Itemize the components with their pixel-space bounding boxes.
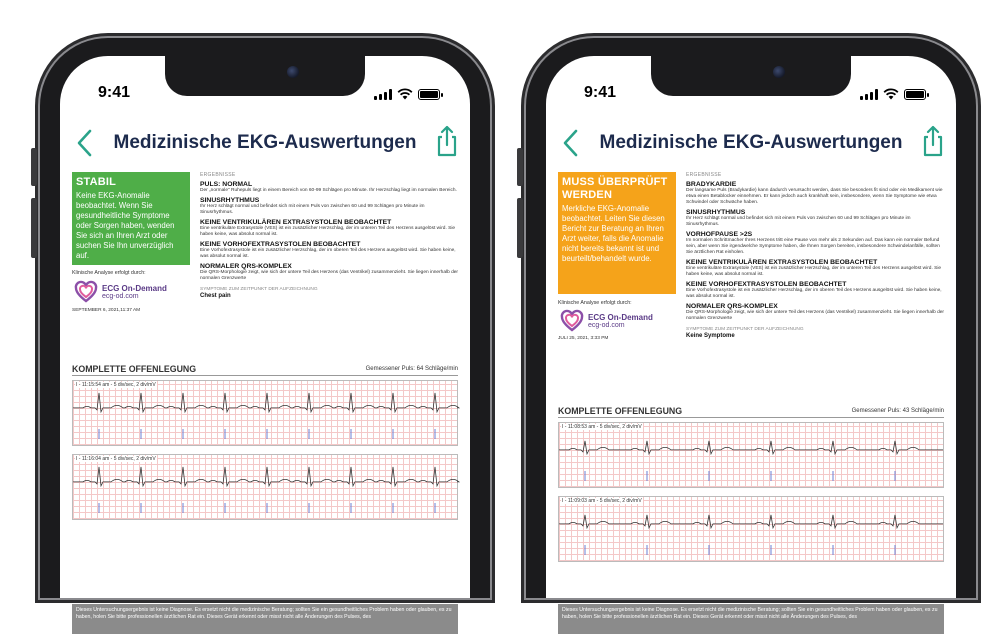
- result-item: [686, 231, 944, 256]
- results-panel: [686, 172, 944, 339]
- ecg-strip-1: [72, 380, 458, 446]
- heart-logo-icon: [560, 309, 584, 333]
- logo-url: ecg-od.com: [588, 322, 625, 329]
- status-icons: [860, 88, 926, 100]
- result-heading: KEINE VORHOFEXTRASYSTOLEN BEOBACHTET: [200, 241, 361, 248]
- status-icons: [374, 88, 440, 100]
- results-heading: ERGEBNISSE: [686, 172, 722, 178]
- battery-icon: [418, 89, 440, 100]
- result-heading: BRADYKARDIE: [686, 181, 737, 188]
- ecg-on-demand-logo: [560, 309, 653, 333]
- disclaimer: Dieses Untersuchungsergebnis ist keine Diagnose. Es ersetzt nicht die medizinische Beratung; sollten Sie ein gesundheitliches Problem haben oder glauben, es zu haben, holen Sie bitte professionellen ärztlichen Rat ein. Dieses Gerät erkennt oder misst nicht alle Änderungen des Pulses, des: [558, 604, 944, 634]
- heart-logo-icon: [74, 280, 98, 304]
- wifi-icon: [883, 88, 899, 100]
- status-bar: [60, 84, 470, 106]
- wifi-icon: [397, 88, 413, 100]
- results-panel: [200, 172, 458, 299]
- result-text: Ihr Herz schlägt normal und befindet sich mit einem Puls von zwischen 60 und 99 Schlägen pro Minute im Sinusrhythmus.: [686, 216, 911, 227]
- result-item: [686, 259, 944, 278]
- status-time: 9:41: [98, 84, 131, 101]
- disclaimer: Dieses Untersuchungsergebnis ist keine Diagnose. Es ersetzt nicht die medizinische Beratung; sollten Sie ein gesundheitliches Problem haben oder glauben, es zu haben, holen Sie bitte professionellen ärztlichen Rat ein. Dieses Gerät erkennt oder misst nicht alle Änderungen des Pulses, des: [72, 604, 458, 634]
- logo-name: ECG On-Demand: [588, 313, 653, 322]
- result-item: [686, 303, 944, 322]
- result-item: [686, 281, 944, 300]
- ecg-waveform: [559, 441, 943, 454]
- logo-name: ECG On-Demand: [102, 284, 167, 293]
- strip-label: I - 11:08:53 am - 5 div/sec, 2 div/mV: [562, 424, 642, 430]
- signal-icon: [374, 89, 392, 100]
- strip-label: I - 11:16:04 am - 5 div/sec, 2 div/mV: [76, 456, 156, 462]
- screen-left: [60, 56, 470, 620]
- result-text: Der langsame Puls (Bradykardie) kann dadurch verursacht werden, dass Sie besonders fit sind oder ein Medikament wie etwa einen Betablocker einnehmen. Er kann jedoch auch krankhaft sein, insbesondere, wenn Sie Symptome wie etwa Schwindel oder Schwäche haben.: [686, 188, 943, 205]
- badge-text: Keine EKG-Anomalie beobachtet. Wenn Sie gesundheitliche Symptome oder Sorgen haben, wenden Sie sich an Ihren Arzt oder suchen Sie Ihn unverzüglich auf.: [76, 191, 175, 260]
- badge-title: STABIL: [76, 176, 117, 188]
- measured-pulse: Gemessener Puls: 64 Schläge/min: [365, 366, 458, 372]
- share-icon[interactable]: [434, 124, 460, 158]
- result-text: Eine Vorhofextrasystole ist ein zusätzlicher Herzschlag, der im oberen Teil des Herzens ausgelöst wird. Sie haben keine, was absolut normal ist.: [200, 248, 456, 259]
- result-heading: NORMALER QRS-KOMPLEX: [200, 263, 292, 270]
- results-heading: ERGEBNISSE: [200, 172, 236, 178]
- volume-down-button: [517, 198, 523, 258]
- result-text: Eine ventrikuläre Extrasystole (VES) ist ein zusätzlicher Herzschlag, der im unteren Teil des Herzens ausgelöst wird. Sie haben keine, was absolut normal ist.: [200, 226, 456, 237]
- result-heading: SINUSRHYTHMUS: [686, 209, 746, 216]
- result-heading: KEINE VORHOFEXTRASYSTOLEN BEOBACHTET: [686, 281, 847, 288]
- symptoms-value: Chest pain: [200, 293, 231, 299]
- ecg-strip-1: [558, 422, 944, 488]
- disclosure-section-header: [72, 364, 458, 376]
- section-title: KOMPLETTE OFFENLEGUNG: [72, 364, 197, 374]
- ecg-report: [558, 172, 945, 620]
- result-heading: KEINE VENTRIKULÄREN EXTRASYSTOLEN BEOBACHTET: [686, 259, 878, 266]
- phone-left: [40, 38, 490, 620]
- disclosure-section-header: [558, 406, 944, 418]
- result-item: [200, 263, 458, 282]
- page-title: Medizinische EKG-Auswertungen: [599, 132, 903, 153]
- result-text: Die QRS-Morphologie zeigt, wie sich der untere Teil des Herzens (das Ventrikel) zusammenzieht. Sie liegen innerhalb der normalen Grenzwerte: [686, 310, 945, 321]
- volume-up-button: [31, 148, 37, 186]
- nav-bar: [546, 124, 956, 164]
- status-time: 9:41: [584, 84, 617, 101]
- result-item: [686, 181, 944, 206]
- ecg-waveform: [73, 393, 459, 412]
- result-text: Ihr Herz schlägt normal und befindet sich mit einem Puls von zwischen 60 und 99 Schlägen pro Minute im Sinusrhythmus.: [200, 204, 425, 215]
- symptoms-heading: SYMPTOME ZUM ZEITPUNKT DER AUFZEICHNUNG: [686, 327, 804, 332]
- result-heading: PULS: NORMAL: [200, 181, 253, 188]
- result-item: [200, 241, 458, 260]
- phone-right: [526, 38, 976, 620]
- symptoms-value: Keine Symptome: [686, 333, 735, 339]
- ecg-report: [72, 172, 459, 620]
- nav-bar: [60, 124, 470, 164]
- ecg-trace-2: [73, 455, 457, 519]
- battery-icon: [904, 89, 926, 100]
- result-item: [200, 181, 458, 194]
- share-icon[interactable]: [920, 124, 946, 158]
- signal-icon: [860, 89, 878, 100]
- volume-down-button: [31, 198, 37, 258]
- screen-right: [546, 56, 956, 620]
- ecg-trace-2: [559, 497, 943, 561]
- ecg-waveform: [559, 515, 943, 528]
- result-item: [200, 219, 458, 238]
- result-item: [686, 209, 944, 228]
- measured-pulse: Gemessener Puls: 43 Schläge/min: [851, 408, 944, 414]
- ecg-trace-1: [73, 381, 457, 445]
- camera-icon: [773, 66, 785, 78]
- page-title: Medizinische EKG-Auswertungen: [113, 132, 417, 153]
- status-badge: [72, 172, 190, 265]
- strip-label: I - 11:15:54 am - 5 div/sec, 2 div/mV: [76, 382, 156, 388]
- ecg-strip-2: [72, 454, 458, 520]
- badge-title: MUSS ÜBERPRÜFT WERDEN: [562, 176, 668, 201]
- report-date: SEPTEMBER 6, 2021,11:37 AM: [72, 308, 141, 313]
- badge-text: Merkliche EKG-Anomalie beobachtet. Leiten Sie diesen Bericht zur Beratung an Ihren Arzt weiter, falls die Anomalie nicht bereits bekannt ist und beurteilt/behandelt wurde.: [562, 204, 665, 263]
- result-heading: VORHOFPAUSE >2S: [686, 231, 753, 238]
- result-text: Eine Vorhofextrasystole ist ein zusätzlicher Herzschlag, der im oberen Teil des Herzens ausgelöst wird. Sie haben keine, was absolut normal ist.: [686, 288, 942, 299]
- ecg-trace-1: [559, 423, 943, 487]
- ecg-waveform: [73, 467, 459, 486]
- result-text: Eine ventrikuläre Extrasystole (VES) ist ein zusätzlicher Herzschlag, der im unteren Teil des Herzens ausgelöst wird. Sie haben keine, was absolut normal ist.: [686, 266, 942, 277]
- status-bar: [546, 84, 956, 106]
- camera-icon: [287, 66, 299, 78]
- symptoms-heading: SYMPTOME ZUM ZEITPUNKT DER AUFZEICHNUNG: [200, 287, 318, 292]
- ecg-on-demand-logo: [74, 280, 167, 304]
- result-heading: NORMALER QRS-KOMPLEX: [686, 303, 778, 310]
- result-heading: SINUSRHYTHMUS: [200, 197, 260, 204]
- result-item: [200, 197, 458, 216]
- result-text: Im normalen Schrittmacher Ihres Herzens tritt eine Pause von mehr als 2 Sekunden auf. Das kann ein normaler Befund sein, aber wenn Sie irgendwelche Symptome haben, die Ihnen Sorgen bereiten, insbesondere Schwindelanfälle, sollten Sie ärztlichen Rat einholen.: [686, 238, 940, 255]
- section-title: KOMPLETTE OFFENLEGUNG: [558, 406, 683, 416]
- analysis-label: Klinische Analyse erfolgt durch:: [558, 300, 632, 306]
- status-badge: [558, 172, 676, 294]
- result-heading: KEINE VENTRIKULÄREN EXTRASYSTOLEN BEOBACHTET: [200, 219, 392, 226]
- strip-label: I - 11:09:03 am - 5 div/sec, 2 div/mV: [562, 498, 642, 504]
- analysis-label: Klinische Analyse erfolgt durch:: [72, 270, 146, 276]
- result-text: Die QRS-Morphologie zeigt, wie sich der untere Teil des Herzens (das Ventrikel) zusammenzieht. Sie liegen innerhalb der normalen Grenzwerte: [200, 270, 459, 281]
- result-text: Der „normale" Ruhepuls liegt in einem Bereich von 60-99 Schlägen pro Minute. Ihr Herzschlag liegt im normalen Bereich.: [200, 188, 457, 193]
- report-date: JULI 25, 2021, 3:33 PM: [558, 336, 609, 341]
- ecg-strip-2: [558, 496, 944, 562]
- logo-url: ecg-od.com: [102, 293, 139, 300]
- volume-up-button: [517, 148, 523, 186]
